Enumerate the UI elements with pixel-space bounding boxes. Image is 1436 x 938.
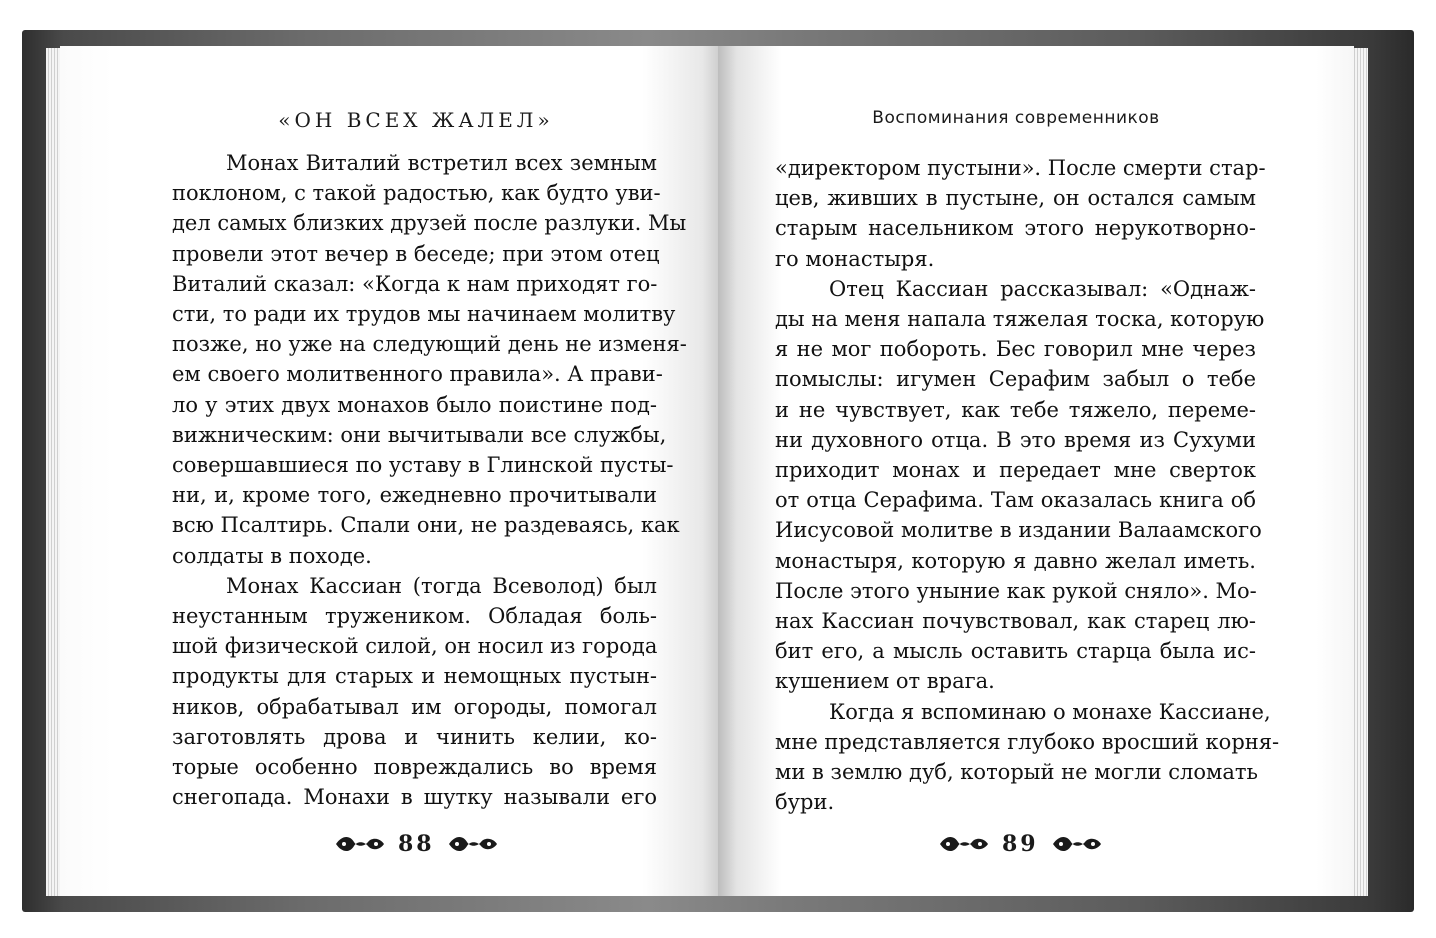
text-line: провели этот вечер в беседе; при этом отец [172,241,660,266]
page-edges-right [1352,48,1368,896]
text-line: снегопада. Монахи в шутку называли его [172,785,657,810]
right-page-text [775,153,1280,817]
text-line: Монах Виталий встретил всех земным [226,151,657,175]
text-line: нах Кассиан почувствовал, как старец лю- [775,609,1256,634]
text-line: Иисусовой молитве в издании Валаамского [775,518,1262,543]
text-line: мне представляется глубоко вросший корня- [775,729,1280,754]
text-line: приходит монах и передает мне сверток [775,458,1256,483]
text-line: от отца Серафима. Там оказалась книга об [775,488,1256,513]
text-line: цев, живших в пустыне, он остался самым [775,186,1256,211]
text-line: Отец Кассиан рассказывал: «Однаж- [829,276,1256,301]
text-line: всю Псалтирь. Спали они, не раздеваясь, как [172,513,680,538]
text-line: Когда я вспоминаю о монахе Кассиане, [829,699,1271,724]
left-running-head: «ОН ВСЕХ ЖАЛЕЛ» [278,108,554,132]
page-number-left: 88 [398,831,435,857]
right-folio [938,828,1103,860]
text-line: ни, и, кроме того, ежедневно прочитывали [172,483,657,508]
text-line: бит его, а мысль оставить старца была ис- [775,639,1256,664]
text-line: поклоном, с такой радостью, как будто уви- [172,181,661,206]
text-line: ем своего молитвенного правила». А прави- [172,362,663,387]
text-line: ло у этих двух монахов было поистине под- [172,392,657,417]
floral-ornament-icon [1051,831,1103,857]
text-line: дел самых близких друзей после разлуки. Мы [172,211,687,236]
text-line: неустанным тружеником. Обладая боль- [172,604,657,629]
floral-ornament-icon [334,831,386,857]
text-line: старым насельником этого нерукотворно- [775,216,1256,241]
text-line: го монастыря. [775,246,935,271]
left-page-text [172,148,687,812]
text-line: торые особенно повреждались во время [172,755,657,780]
text-line: совершавшиеся по уставу в Глинской пусты- [172,453,674,478]
left-folio [334,828,499,860]
text-line: вижническим: они вычитывали все службы, [172,422,667,447]
text-line: шой физической силой, он носил из города [172,634,658,659]
right-running-head: Воспоминания современников [872,108,1160,128]
text-line: монастыря, которую я давно желал иметь. [775,548,1256,573]
text-line: кушением от врага. [775,669,995,694]
text-line: помыслы: игумен Серафим забыл о тебе [775,367,1256,392]
text-line: Монах Кассиан (тогда Всеволод) был [226,573,657,598]
text-line: ников, обрабатывал им огороды, помогал [172,694,657,719]
text-line: продукты для старых и немощных пустын- [172,664,657,689]
text-line: «директором пустыни». После смерти стар- [775,156,1266,180]
text-line: После этого уныние как рукой сняло». Мо- [775,578,1257,603]
text-line: Виталий сказал: «Когда к нам приходят го- [172,271,658,296]
text-line: ни духовного отца. В это время из Сухуми [775,427,1256,452]
text-line: бури. [775,790,835,815]
text-line: я не мог побороть. Бес говорил мне через [775,337,1256,362]
text-line: ми в землю дуб, который не могли сломать [775,760,1258,785]
floral-ornament-icon [447,831,499,857]
text-line: сти, то ради их трудов мы начинаем молитву [172,302,676,327]
text-line: солдаты в походе. [172,543,372,568]
text-line: позже, но уже на следующий день не изменя- [172,332,687,357]
page-number-right: 89 [1002,831,1039,857]
floral-ornament-icon [938,831,990,857]
text-line: ды на меня напала тяжелая тоска, которую [775,307,1265,332]
text-line: заготовлять дрова и чинить келии, ко- [172,724,657,749]
text-line: и не чувствует, как тебе тяжело, переме- [775,397,1256,422]
